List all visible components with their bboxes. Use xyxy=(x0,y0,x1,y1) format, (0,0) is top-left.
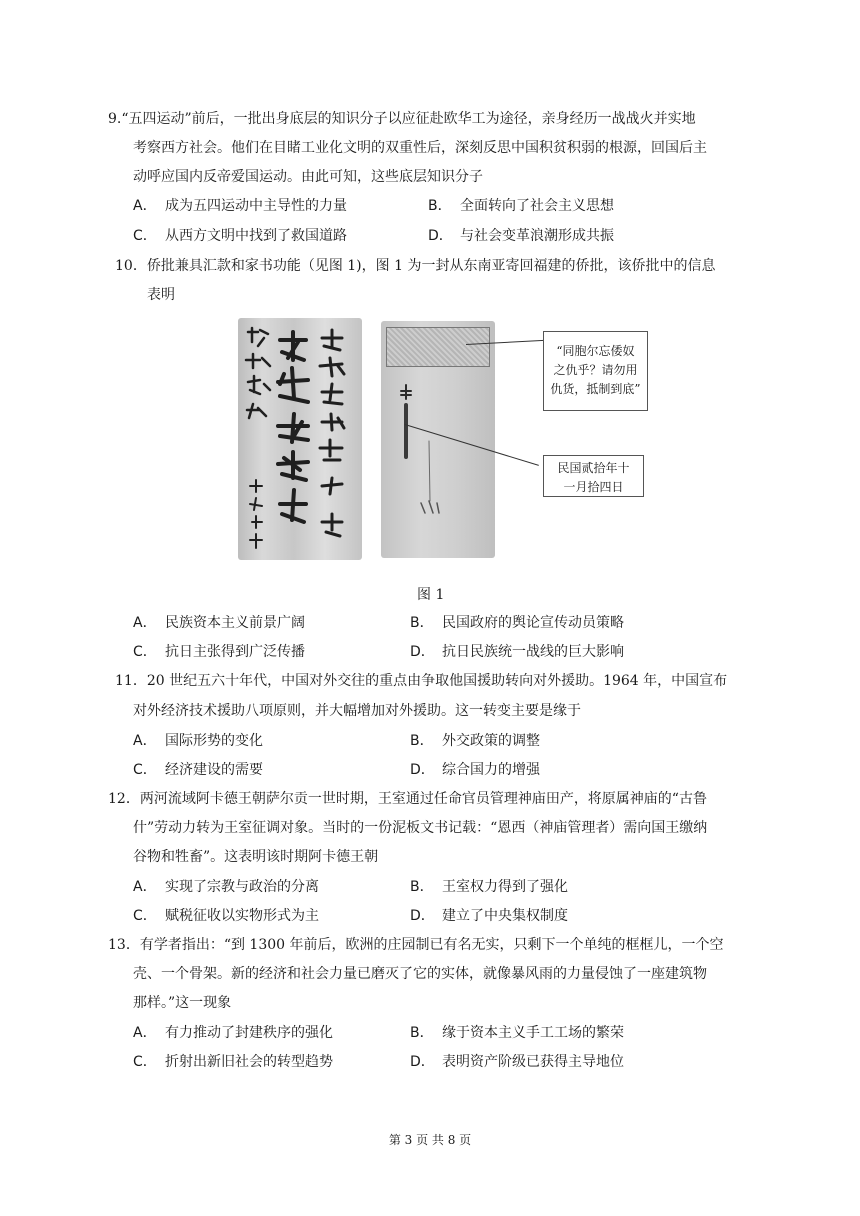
option-c[interactable]: C． 赋税征收以实物形式为主 xyxy=(133,908,319,924)
option-d[interactable]: D． 与社会变革浪潮形成共振 xyxy=(428,228,614,244)
question-9-line: 动呼应国内反帝爱国运动。由此可知，这些底层知识分子 xyxy=(133,169,483,185)
option-b[interactable]: B． 缘于资本主义手工工场的繁荣 xyxy=(410,1025,624,1041)
option-b[interactable]: B． 王室权力得到了强化 xyxy=(410,879,568,895)
question-10-line: 表明 xyxy=(147,287,175,303)
question-13-line: 那样。”这一现象 xyxy=(133,995,232,1011)
question-13-line: 13．有学者指出：“到 1300 年前后，欧洲的庄园制已有名无实，只剩下一个单纯的框框儿，一个空 xyxy=(108,937,724,953)
question-13-line: 壳、一个骨架。新的经济和社会力量已磨灭了它的实体，就像暴风雨的力量侵蚀了一座建筑物 xyxy=(133,966,707,982)
question-9-line: 考察西方社会。他们在目睹工业化文明的双重性后，深刻反思中国积贫积弱的根源，回国后主 xyxy=(133,140,707,156)
question-10-line: 10．侨批兼具汇款和家书功能（见图 1)，图 1 为一封从东南亚寄回福建的侨批，该侨批中的信息 xyxy=(115,258,716,274)
option-d[interactable]: D． 抗日民族统一战线的巨大影响 xyxy=(410,644,624,660)
option-b[interactable]: B． 全面转向了社会主义思想 xyxy=(428,198,614,214)
option-d[interactable]: D． 建立了中央集权制度 xyxy=(410,908,568,924)
annotation-date: 民国贰拾年十 一月拾四日 xyxy=(543,455,644,497)
option-d[interactable]: D． 综合国力的增强 xyxy=(410,762,540,778)
option-a[interactable]: A． 实现了宗教与政治的分离 xyxy=(133,879,319,895)
option-c[interactable]: C． 从西方文明中找到了救国道路 xyxy=(133,228,347,244)
option-a[interactable]: A． 有力推动了封建秩序的强化 xyxy=(133,1025,333,1041)
question-12-line: 什”劳动力转为王室征调对象。当时的一份泥板文书记载：“恩西（神庙管理者）需向国王缴纳 xyxy=(133,820,708,836)
question-11-line: 对外经济技术援助八项原则，并大幅增加对外援助。这一转变主要是缘于 xyxy=(133,703,581,719)
question-9-line: 9.“五四运动”前后，一批出身底层的知识分子以应征赴欧华工为途径，亲身经历一战战火并实地 xyxy=(108,111,696,127)
option-c[interactable]: C． 抗日主张得到广泛传播 xyxy=(133,644,305,660)
option-b[interactable]: B． 外交政策的调整 xyxy=(410,733,540,749)
option-c[interactable]: C． 折射出新旧社会的转型趋势 xyxy=(133,1054,333,1070)
option-d[interactable]: D． 表明资产阶级已获得主导地位 xyxy=(410,1054,624,1070)
figure-caption: 图 1 xyxy=(417,587,445,603)
page-number: 第 3 页 共 8 页 xyxy=(388,1133,472,1147)
question-12-line: 谷物和牲畜”。这表明该时期阿卡德王朝 xyxy=(133,849,379,865)
option-a[interactable]: A． 国际形势的变化 xyxy=(133,733,263,749)
qiaopi-envelope-back-image xyxy=(381,321,495,558)
question-11-line: 11．20 世纪五六十年代，中国对外交往的重点由争取他国援助转向对外援助。1964 年，中国宣布 xyxy=(115,673,728,689)
qiaopi-envelope-front-image xyxy=(238,318,362,560)
annotation-slogan: “同胞尔忘倭奴 之仇乎？请勿用 仇货，抵制到底” xyxy=(543,331,648,411)
question-12-line: 12．两河流域阿卡德王朝萨尔贡一世时期，王室通过任命官员管理神庙田产，将原属神庙的“古鲁 xyxy=(108,791,707,807)
option-c[interactable]: C． 经济建设的需要 xyxy=(133,762,263,778)
option-a[interactable]: A． 民族资本主义前景广阔 xyxy=(133,615,305,631)
option-a[interactable]: A． 成为五四运动中主导性的力量 xyxy=(133,198,347,214)
option-b[interactable]: B． 民国政府的舆论宣传动员策略 xyxy=(410,615,624,631)
